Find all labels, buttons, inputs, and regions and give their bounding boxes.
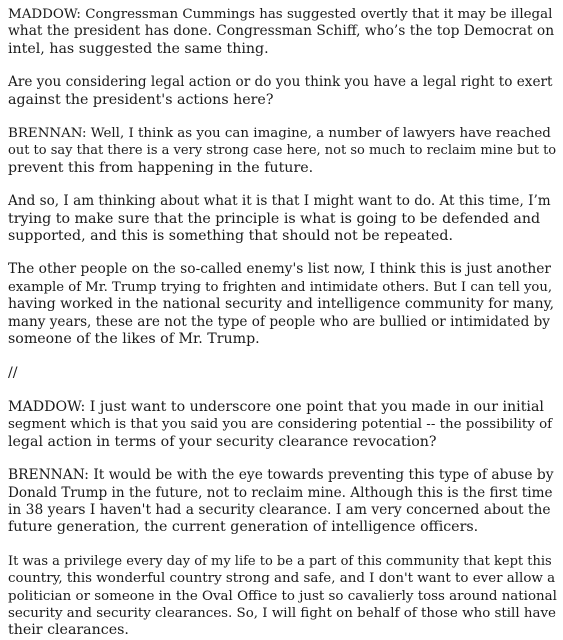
text-line: intel, has suggested the same thing. (8, 40, 269, 57)
text-line: out to say that there is a very strong case here, not so much to reclaim mine but to (8, 143, 557, 159)
text-line: politician or someone in the Oval Office to just so cavalierly toss around national (8, 588, 557, 604)
paragraph-brennan-answer-5 (8, 553, 557, 640)
text-line: trying to make sure that the principle is what is going to be defended and (8, 210, 541, 227)
text-line: in 38 years I haven't had a security clearance. I am very concerned about the (8, 501, 551, 518)
text-line: MADDOW: Congressman Cummings has suggested overtly that it may be illegal (8, 7, 553, 22)
section-separator (8, 365, 557, 382)
text-line: MADDOW: I just want to underscore one point that you made in our initial (8, 398, 544, 415)
separator-mark: // (8, 364, 18, 381)
text-line: many years, these are not the type of people who are bullied or intimidated by (8, 313, 550, 330)
text-line: prevent this from happening in the future. (8, 159, 314, 176)
text-line: against the president's actions here? (8, 91, 274, 108)
text-line: future generation, the current generation of intelligence officers. (8, 519, 479, 536)
paragraph-brennan-answer-3 (8, 261, 557, 348)
text-line: example of Mr. Trump trying to frighten and intimidate others. But I can tell you, (8, 279, 553, 295)
paragraph-brennan-answer-1 (8, 125, 557, 177)
text-line: segment which is that you said you are considering potential -- the possibility of (8, 417, 553, 433)
text-line: And so, I am thinking about what it is that I might want to do. At this time, I’m (8, 193, 551, 210)
text-line: legal action in terms of your security clearance revocation? (8, 433, 437, 450)
text-line: someone of the likes of Mr. Trump. (8, 331, 260, 348)
paragraph-maddow-question-1 (8, 6, 557, 58)
text-line: supported, and this is something that should not be repeated. (8, 228, 453, 245)
text-line: what the president has done. Congressman Schiff, who’s the top Democrat on (8, 23, 555, 40)
text-line: Are you considering legal action or do you think you have a legal right to exert (8, 74, 553, 91)
text-line: BRENNAN: It would be with the eye towards preventing this type of abuse by (8, 467, 554, 484)
text-line: country, this wonderful country strong and safe, and I don't want to ever allow a (8, 571, 556, 587)
text-line: security and security clearances. So, I will fight on behalf of those who still have (8, 605, 556, 621)
text-line: The other people on the so-called enemy's list now, I think this is just another (8, 261, 551, 278)
text-line: Donald Trump in the future, not to reclaim mine. Although this is the first time (8, 484, 553, 501)
text-line: their clearances. (8, 622, 129, 639)
text-line: BRENNAN: Well, I think as you can imagine, a number of lawyers have reached (8, 126, 551, 142)
paragraph-maddow-question-3 (8, 399, 557, 451)
paragraph-maddow-question-2 (8, 74, 557, 109)
text-line: It was a privilege every day of my life to be a part of this community that kept this (8, 553, 552, 569)
paragraph-brennan-answer-2 (8, 193, 557, 245)
paragraph-brennan-answer-4 (8, 467, 557, 537)
text-line: having worked in the national security and intelligence community for many, (8, 296, 555, 313)
